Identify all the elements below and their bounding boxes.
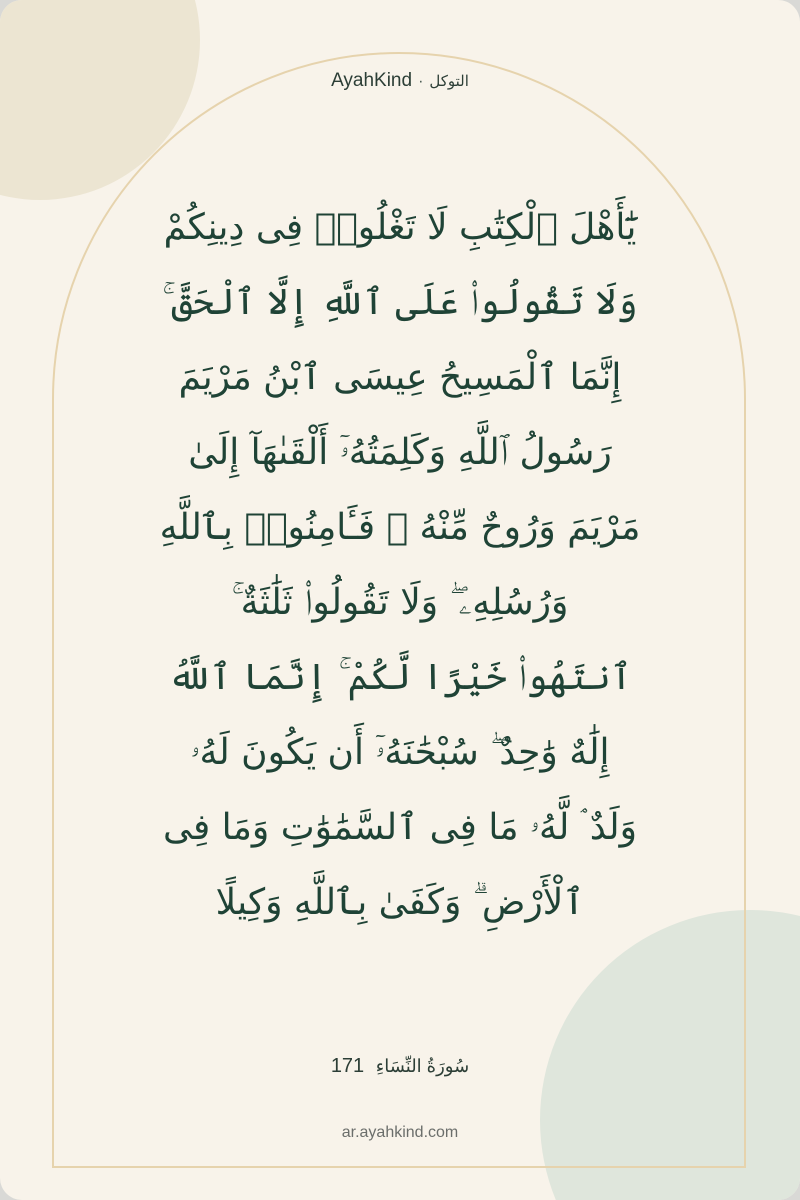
- verse-text: [140, 190, 660, 940]
- verse-line: ٱلْأَرْضِ ۗ وَكَفَىٰ بِٱللَّهِ وَكِيلًا: [215, 882, 585, 923]
- verse-line: مَرْيَمَ وَرُوحٌ مِّنْهُ ۖ فَـَٔامِنُوا۟ بِٱللَّهِ: [159, 507, 641, 548]
- header-separator: ·: [418, 73, 424, 90]
- verse-line: ٱنتَهُوا۟ خَيْرًا لَّكُمْ ۚ إِنَّمَا ٱللَّهُ: [168, 657, 632, 698]
- verse-line: وَرُسُلِهِۦ ۖ وَلَا تَقُولُوا۟ ثَلَٰثَةٌ ۚ: [231, 582, 569, 623]
- verse-reference: [0, 1055, 800, 1078]
- header: [0, 70, 800, 92]
- brand-name: AyahKind: [331, 70, 413, 91]
- topic-label: التوكل: [429, 73, 469, 90]
- verse-line: إِنَّمَا ٱلْمَسِيحُ عِيسَى ٱبْنُ مَرْيَمَ: [178, 357, 622, 398]
- verse-line: رَسُولُ ٱللَّهِ وَكَلِمَتُهُۥٓ أَلْقَىٰهَآ إِلَىٰ: [188, 432, 612, 473]
- footer-url[interactable]: ar.ayahkind.com: [341, 1124, 459, 1141]
- surah-name: سُورَةُ النِّسَاءِ: [375, 1056, 470, 1076]
- verse-line: يَٰٓأَهْلَ ٱلْكِتَٰبِ لَا تَغْلُوا۟ فِى دِينِكُمْ: [163, 207, 637, 248]
- verse-line: وَلَا تَقُولُوا۟ عَلَى ٱللَّهِ إِلَّا ٱلْحَقَّ ۚ: [162, 282, 638, 323]
- verse-line: وَلَدٌ ۘ لَّهُۥ مَا فِى ٱلسَّمَٰوَٰتِ وَمَا فِى: [163, 807, 637, 848]
- verse-line: إِلَٰهٌ وَٰحِدٌ ۖ سُبْحَٰنَهُۥٓ أَن يَكُونَ لَهُۥ: [190, 732, 610, 773]
- ayah-number: 171: [330, 1055, 365, 1077]
